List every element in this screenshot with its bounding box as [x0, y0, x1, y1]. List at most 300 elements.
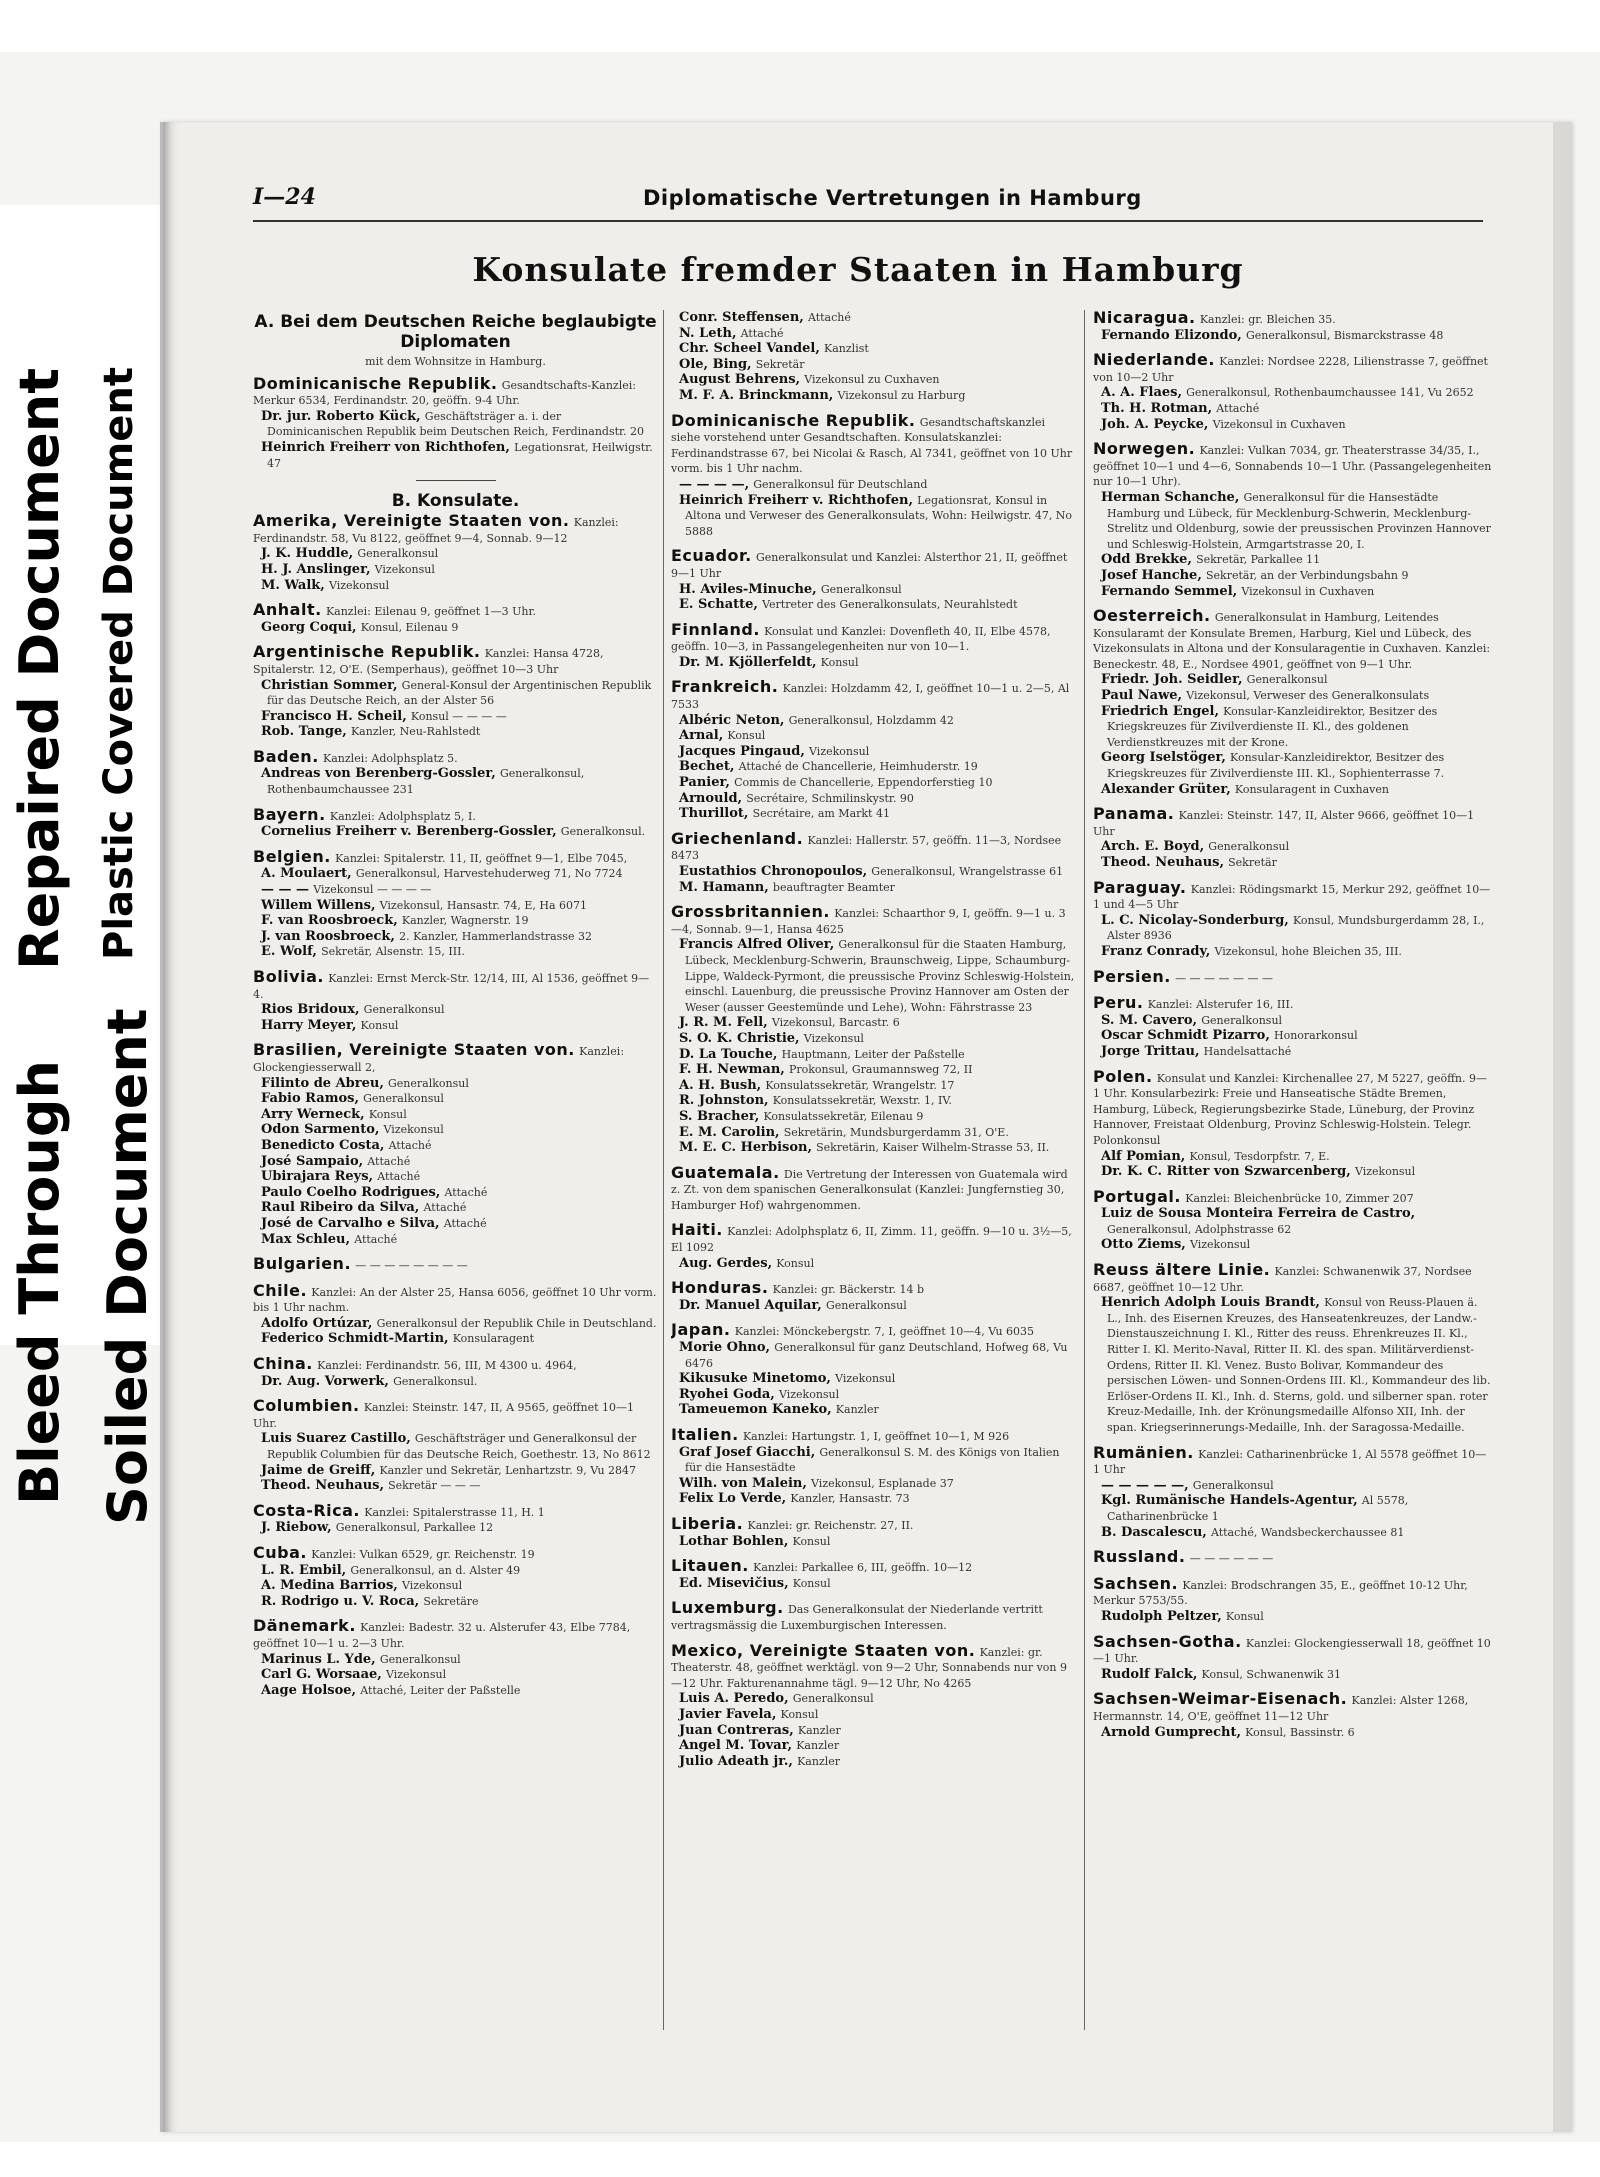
- country-name: Bolivia.: [253, 967, 324, 986]
- person-name: Ed. Misevičius,: [679, 1575, 789, 1591]
- chancery-details: Kanzlei: Spitalerstrasse 11, H. 1: [364, 1505, 545, 1519]
- personnel-entry: [1093, 855, 1493, 871]
- country-name: Costa-Rica.: [253, 1500, 361, 1520]
- person-role: Generalkonsul, Holzdamm 42: [788, 713, 954, 727]
- person-role: Legationsrat, Konsul in Altona und Verweser des Generalkonsulats, Wohn: Heilwigstr. 47, No 5888: [685, 493, 1073, 538]
- entry-header: [1093, 995, 1493, 1013]
- country-entry: [671, 410, 1076, 540]
- entry-header: [671, 1600, 1076, 1633]
- person-role: Generalkonsul, Adolphstrasse 62: [1107, 1222, 1292, 1236]
- person-role: Geschäftsträger und Generalkonsul der Republik Columbien für das Deutsche Reich, Goethestr. 13, No 8612: [267, 1432, 651, 1462]
- country-entry: [1093, 995, 1493, 1059]
- chancery-details: Generalkonsulat und Kanzlei: Alsterthor 21, II, geöffnet 9—1 Uhr: [671, 551, 1068, 580]
- chancery-details: Konsulat und Kanzlei: Dovenfleth 40, II, Elbe 4578, geöffn. 10—3, in Passangelegenheiten nur von 10—1.: [671, 624, 1051, 654]
- country-entry: [253, 1545, 658, 1609]
- personnel-entry: [671, 1015, 1076, 1031]
- personnel-entry: [253, 1185, 658, 1201]
- chancery-details: Kanzlei: Alsterufer 16, III.: [1147, 998, 1294, 1012]
- personnel-entry: [253, 440, 658, 471]
- column-3: [1093, 310, 1493, 1749]
- personnel-entry: [1093, 401, 1493, 417]
- repaired-document-stamp: Repaired Document: [8, 367, 71, 970]
- person-name: Kgl. Rumänische Handels-Agentur,: [1101, 1493, 1358, 1509]
- person-name: H. Aviles-Minuche,: [679, 581, 817, 597]
- section-a-heading: A. Bei dem Deutschen Reiche beglaubigte Diplomaten: [254, 312, 657, 352]
- person-name: J. K. Huddle,: [261, 546, 354, 562]
- personnel-entry: [253, 1232, 658, 1248]
- person-name: Theod. Neuhaus,: [261, 1478, 384, 1494]
- person-role: Vizekonsul, hohe Bleichen 35, III.: [1214, 944, 1402, 958]
- person-role: Attaché: [444, 1185, 488, 1199]
- personnel-entry: [253, 1169, 658, 1185]
- chancery-details: Kanzlei: Nordsee 2228, Lilienstrasse 7, geöffnet von 10—2 Uhr: [1093, 355, 1488, 384]
- entry-header: [253, 1618, 658, 1651]
- entry-header: [253, 969, 658, 1002]
- country-name: Honduras.: [671, 1278, 769, 1298]
- personnel-entry: [253, 1563, 658, 1579]
- personnel-entry: [253, 1652, 658, 1668]
- person-name: Georg Iselstöger,: [1101, 750, 1226, 766]
- country-entry: [671, 1427, 1076, 1507]
- personnel-entry: [253, 1107, 658, 1123]
- person-role: Vizekonsul in Cuxhaven: [1212, 417, 1346, 431]
- entry-header: [671, 1322, 1076, 1340]
- country-name: China.: [253, 1354, 313, 1374]
- country-entry: [1093, 877, 1493, 960]
- personnel-entry: [1093, 688, 1493, 704]
- personnel-entry: [253, 1578, 658, 1594]
- chancery-details: Gesandtschafts-Kanzlei: Merkur 6534, Ferdinandstr. 20, geöffn. 9-4 Uhr.: [253, 378, 636, 408]
- country-entry: [253, 969, 658, 1033]
- person-name: E. Schatte,: [679, 597, 758, 613]
- personnel-entry: [1093, 1237, 1493, 1253]
- person-role: Attaché: [367, 1154, 411, 1168]
- person-name: Francisco H. Scheil,: [261, 708, 407, 724]
- chancery-details: Kanzlei: Ferdinandstr. 58, Vu 8122, geöffnet 9—4, Sonnab. 9—12: [253, 516, 619, 545]
- personnel-entry: [671, 493, 1076, 540]
- person-name: Henrich Adolph Louis Brandt,: [1101, 1295, 1320, 1311]
- person-name: Kikusuke Minetomo,: [679, 1371, 831, 1387]
- person-role: Konsul, Mundsburgerdamm 28, I., Alster 8936: [1107, 913, 1485, 943]
- entry-header: [671, 1427, 1076, 1445]
- person-name: Francis Alfred Oliver,: [679, 937, 835, 953]
- person-role: Konsularagent in Cuxhaven: [1234, 782, 1389, 796]
- person-role: Generalkonsul.: [560, 825, 646, 839]
- person-name: Luis A. Peredo,: [679, 1691, 789, 1707]
- personnel-entry: [671, 1256, 1076, 1272]
- person-role: Konsul von Reuss-Plauen ä. L., Inh. des Eisernen Kreuzes, des Hanseatenkreuzes, der Landw.-Dienstauszeichnung I. Kl., Ritter des reuss. Ehrenkreuzes II. Kl., Ritter I. Kl. Merito-Naval, Ritter II. Kl. des span. Militärverdienst-Ordens, Ritter II. Kl. Venez. Busto Bolivar, Kommandeur des persischen Löwen- und Sonnen-Ordens III. Kl., Kommandeur des lib. Erlöser-Ordens II. Kl., Inh. d. Sterns, gold. und silberner span. roter Kreuz-Medaille, Inh. der Krönungsmedaille Alfonso XII, Inh. der span. Kriegserinnerungs-Medaille, Inh. der Saragossa-Medaille.: [1107, 1296, 1491, 1434]
- country-entry: [253, 1256, 658, 1274]
- person-name: Fernando Elizondo,: [1101, 327, 1242, 343]
- person-name: August Behrens,: [679, 372, 801, 388]
- person-name: F. H. Newman,: [679, 1062, 785, 1078]
- personnel-entry: [253, 866, 658, 882]
- country-name: Reuss ältere Linie.: [1093, 1260, 1271, 1280]
- country-name: Cuba.: [253, 1543, 307, 1562]
- person-role: Attaché, Wandsbeckerchaussee 81: [1210, 1525, 1405, 1539]
- person-name: M. Hamann,: [679, 879, 769, 895]
- personnel-entry: [671, 713, 1076, 729]
- person-role: Konsul: [792, 1576, 831, 1590]
- section-b-heading: B. Konsulate.: [391, 491, 520, 512]
- country-entry: [671, 904, 1076, 1156]
- personnel-entry: [671, 864, 1076, 880]
- personnel-entry: [671, 326, 1076, 342]
- country-entry: [1093, 1262, 1493, 1436]
- country-entry: [1093, 1186, 1493, 1253]
- personnel-entry: [671, 1707, 1076, 1723]
- personnel-entry: [253, 1138, 658, 1154]
- person-name: Odon Sarmento,: [261, 1122, 380, 1138]
- personnel-entry: [671, 341, 1076, 357]
- personnel-entry: [671, 1754, 1076, 1770]
- person-name: Aage Holsoe,: [261, 1682, 357, 1698]
- country-entry: [1093, 608, 1493, 797]
- person-role: Generalkonsul: [363, 1003, 445, 1017]
- personnel-entry: [671, 477, 1076, 493]
- person-name: A. A. Flaes,: [1101, 385, 1182, 401]
- person-role: Vizekonsul: [835, 1372, 896, 1386]
- person-name: F. van Roosbroeck,: [261, 913, 398, 929]
- personnel-entry: [253, 562, 658, 578]
- personnel-entry: [671, 1125, 1076, 1141]
- person-name: Aug. Gerdes,: [679, 1255, 773, 1271]
- person-name: M. F. A. Brinckmann,: [679, 387, 834, 403]
- person-name: Ryohei Goda,: [679, 1386, 775, 1402]
- person-role: Attaché: [807, 311, 851, 324]
- chancery-details: — — — — — — — —: [355, 1259, 468, 1273]
- entry-header: [253, 846, 658, 867]
- entry-header: [671, 410, 1076, 477]
- personnel-entry: [671, 1340, 1076, 1371]
- personnel-entry: [253, 882, 658, 898]
- soiled-document-stamp: Soiled Document: [96, 1008, 159, 1525]
- person-name: Benedicto Costa,: [261, 1137, 385, 1153]
- page-number: I—24: [253, 184, 316, 210]
- entry-header: [253, 373, 658, 409]
- personnel-entry: [671, 1109, 1076, 1125]
- country-entry: [671, 1600, 1076, 1633]
- personnel-entry: [253, 1520, 658, 1536]
- person-name: Jorge Trittau,: [1101, 1043, 1200, 1059]
- person-name: M. Walk,: [261, 577, 325, 593]
- entry-header: [1093, 1631, 1493, 1667]
- chancery-details: Gesandtschaftskanzlei siehe vorstehend unter Gesandtschaften. Konsulatskanzlei: Ferdinandstrasse 67, bei Nicolai & Rasch, Al 7341, geöffnet von 10 Uhr vorm. bis 1 Uhr nachm.: [671, 415, 1073, 476]
- country-entry: [671, 1280, 1076, 1313]
- person-role: Sekretär, an der Verbindungsbahn 9: [1206, 568, 1409, 582]
- person-name: Juan Contreras,: [679, 1722, 794, 1738]
- chancery-details: Kanzlei: Holzdamm 42, I, geöffnet 10—1 u. 2—5, Al 7533: [671, 682, 1070, 712]
- entry-header: [253, 1545, 658, 1563]
- personnel-entry: [253, 709, 658, 725]
- chancery-details: — — — — — —: [1189, 1552, 1274, 1566]
- personnel-entry: [671, 1723, 1076, 1739]
- person-name: José de Carvalho e Silva,: [261, 1215, 440, 1231]
- person-name: R. Rodrigo u. V. Roca,: [261, 1593, 420, 1609]
- country-name: Panama.: [1093, 804, 1175, 824]
- chancery-details: — — — — — — —: [1175, 971, 1274, 985]
- page-header: [253, 182, 1483, 222]
- personnel-entry: [253, 724, 658, 740]
- personnel-entry: [253, 620, 658, 636]
- entry-header: [1093, 966, 1493, 987]
- personnel-entry: [253, 1200, 658, 1216]
- person-role: Konsul, Tesdorpfstr. 7, E.: [1189, 1149, 1330, 1163]
- chancery-details: Kanzlei: Glockengiesserwall 18, geöffnet 10—1 Uhr.: [1093, 1636, 1491, 1666]
- person-role: Generalkonsul: [379, 1652, 461, 1666]
- entry-header: [253, 644, 658, 677]
- personnel-entry: [671, 791, 1076, 807]
- person-name: Heinrich Freiherr von Richthofen,: [261, 439, 510, 455]
- country-name: Brasilien, Vereinigte Staaten von.: [253, 1040, 575, 1060]
- person-name: Paulo Coelho Rodrigues,: [261, 1184, 441, 1200]
- country-name: Dänemark.: [253, 1616, 356, 1636]
- personnel-entry: [671, 728, 1076, 744]
- person-role: Attaché: [354, 1232, 398, 1246]
- chancery-details: Kanzlei: Rödingsmarkt 15, Merkur 292, geöffnet 10—1 und 4—5 Uhr: [1093, 882, 1491, 912]
- person-role: Vizekonsul — — — —: [313, 883, 432, 897]
- person-name: Friedr. Joh. Seidler,: [1101, 672, 1243, 688]
- entry-header: [1093, 310, 1493, 328]
- personnel-entry: [671, 744, 1076, 760]
- entry-header: [253, 804, 658, 825]
- entry-header: [1093, 877, 1493, 913]
- person-role: Commis de Chancellerie, Eppendorferstieg 10: [734, 776, 993, 790]
- chancery-details: Kanzlei: Steinstr. 147, II, A 9565, geöffnet 10—1 Uhr.: [253, 1401, 634, 1430]
- entry-header: [1093, 1066, 1493, 1149]
- personnel-entry: [671, 1387, 1076, 1403]
- person-name: Panier,: [679, 775, 730, 791]
- person-role: Generalkonsul für ganz Deutschland, Hofweg 68, Vu 6476: [685, 1341, 1068, 1370]
- personnel-entry: [1093, 1044, 1493, 1060]
- person-name: Willem Willens,: [261, 897, 376, 913]
- person-role: Vizekonsul: [385, 1668, 447, 1682]
- column-divider: [663, 310, 664, 2030]
- personnel-entry: [1093, 1667, 1493, 1683]
- country-name: Russland.: [1093, 1547, 1186, 1567]
- country-entry: [253, 746, 658, 798]
- running-title: Diplomatische Vertretungen in Hamburg: [643, 186, 1142, 210]
- entry-header: [671, 679, 1076, 712]
- person-name: Thurillot,: [679, 806, 749, 822]
- chancery-details: Kanzlei: Adolphsplatz 5, I.: [329, 809, 476, 823]
- person-name: Joh. A. Peycke,: [1101, 416, 1209, 432]
- country-name: Peru.: [1093, 993, 1144, 1013]
- person-role: Generalkonsul für die Staaten Hamburg, Lübeck, Mecklenburg-Schwerin, Braunschweig, Lippe, Schaumburg-Lippe, Waldeck-Pyrmont, die preussische Provinz Schleswig-Holstein, einschl. Lauenburg, die preussische Provinz Hannover am Osten der Weser (ausser Geestemünde und Lehe), Wohn: Fährstrasse 23: [685, 938, 1075, 1014]
- person-role: Vizekonsul zu Cuxhaven: [804, 373, 940, 387]
- person-role: Generalkonsul, Rothenbaumchaussee 231: [267, 767, 585, 797]
- personnel-entry: [253, 546, 658, 562]
- person-role: Attaché: [443, 1216, 487, 1230]
- entry-header: [671, 904, 1076, 937]
- person-name: Carl G. Worsaae,: [261, 1667, 382, 1683]
- country-entry: [671, 1640, 1076, 1770]
- personnel-entry: [1093, 417, 1493, 433]
- person-role: Generalkonsul für Deutschland: [753, 477, 928, 491]
- chancery-details: Das Generalkonsulat der Niederlande vertritt vertragsmässig die Luxemburgischen Interessen.: [671, 1603, 1043, 1632]
- person-name: J. van Roosbroeck,: [261, 928, 395, 944]
- personnel-entry: [1093, 1028, 1493, 1044]
- person-name: Marinus L. Yde,: [261, 1651, 376, 1667]
- personnel-entry: [1093, 1725, 1493, 1741]
- personnel-entry: [671, 372, 1076, 388]
- personnel-entry: [253, 1122, 658, 1138]
- person-name: Otto Ziems,: [1101, 1237, 1186, 1253]
- person-role: Generalkonsul: [792, 1692, 874, 1706]
- country-name: Sachsen-Gotha.: [1093, 1631, 1242, 1651]
- person-role: Handelsattaché: [1203, 1044, 1292, 1058]
- country-name: Sachsen.: [1093, 1573, 1179, 1593]
- country-entry: [1093, 1066, 1493, 1180]
- person-role: Generalkonsul, Wrangelstrasse 61: [871, 865, 1064, 878]
- personnel-entry: [253, 1667, 658, 1683]
- entry-header: [671, 1162, 1076, 1214]
- country-entry: [253, 804, 658, 840]
- person-role: Sekretär: [755, 357, 805, 371]
- person-role: Generalkonsul S. M. des Königs von Italien für die Hansestädte: [685, 1445, 1060, 1475]
- person-role: Vizekonsul: [778, 1387, 840, 1401]
- person-role: Konsul — — — —: [410, 709, 507, 723]
- person-name: Wilh. von Malein,: [679, 1475, 807, 1491]
- person-name: Bechet,: [679, 759, 735, 775]
- personnel-entry: [253, 1216, 658, 1232]
- personnel-entry: [671, 759, 1076, 775]
- chancery-details: Kanzlei: Parkallee 6, III, geöffn. 10—12: [753, 1561, 973, 1575]
- country-entry: [1093, 966, 1493, 987]
- entry-header: [1093, 1573, 1493, 1609]
- person-name: Dr. K. C. Ritter von Szwarcenberg,: [1101, 1164, 1351, 1180]
- person-role: Sekretärin, Mundsburgerdamm 31, O'E.: [783, 1125, 1009, 1139]
- person-name: Th. H. Rotman,: [1101, 400, 1213, 416]
- personnel-entry: [671, 806, 1076, 822]
- personnel-entry: [253, 1076, 658, 1092]
- person-role: Generalkonsul: [363, 1092, 444, 1106]
- person-role: Generalkonsul, Harvestehuderweg 71, No 7724: [355, 867, 623, 881]
- person-name: Eustathios Chronopoulos,: [679, 864, 868, 879]
- personnel-entry: [1093, 672, 1493, 688]
- person-name: José Sampaio,: [261, 1153, 364, 1169]
- person-role: Konsular-Kanzleidirektor, Besitzer des Kriegskreuzes für Zivilverdienste III. Kl., Sophienterrasse 7.: [1107, 751, 1445, 781]
- person-role: Konsul: [792, 1534, 831, 1548]
- entry-header: [253, 1280, 658, 1316]
- country-entry: [1093, 1631, 1493, 1683]
- personnel-entry: [253, 1331, 658, 1347]
- person-name: Christian Sommer,: [261, 677, 398, 693]
- person-role: Konsul: [780, 1707, 819, 1721]
- country-name: Sachsen-Weimar-Eisenach.: [1093, 1689, 1348, 1709]
- personnel-entry: [1093, 1609, 1493, 1625]
- entry-header: [671, 1222, 1076, 1255]
- country-entry: [253, 1280, 658, 1347]
- person-role: Generalkonsul: [820, 582, 902, 596]
- country-name: Guatemala.: [671, 1162, 780, 1182]
- country-name: Luxemburg.: [671, 1598, 784, 1618]
- entry-header: [253, 1500, 658, 1521]
- person-name: Andreas von Berenberg-Gossler,: [261, 766, 496, 782]
- person-name: Josef Hanche,: [1101, 567, 1202, 583]
- person-role: Attaché de Chancellerie, Heimhuderstr. 19: [738, 760, 978, 774]
- chancery-details: Kanzlei: Spitalerstr. 11, II, geöffnet 9—1, Elbe 7045,: [335, 851, 628, 865]
- person-role: Vizekonsul: [1189, 1238, 1251, 1252]
- person-role: Vizekonsul: [374, 562, 435, 576]
- personnel-entry: [671, 1371, 1076, 1387]
- person-role: Kanzler, Hansastr. 73: [790, 1492, 910, 1506]
- personnel-entry: [1093, 490, 1493, 552]
- person-name: Luiz de Sousa Monteira Ferreira de Castro,: [1101, 1206, 1416, 1222]
- personnel-entry: [1093, 704, 1493, 751]
- person-role: Sekretär, Parkallee 11: [1196, 553, 1321, 567]
- person-name: S. M. Cavero,: [1101, 1012, 1198, 1028]
- person-name: Rios Bridoux,: [261, 1002, 360, 1018]
- person-name: H. J. Anslinger,: [261, 561, 371, 577]
- person-name: Harry Meyer,: [261, 1017, 357, 1033]
- person-name: Julio Adeath jr.,: [679, 1753, 793, 1769]
- personnel-entry: [671, 310, 1076, 326]
- chancery-details: Die Vertretung der Interessen von Guatemala wird z. Zt. von dem spanischen Generalkonsulat (Kanzlei: Jungfernstieg 30, Hamburger Hof) wahrgenommen.: [671, 1167, 1068, 1212]
- column-1: [253, 310, 658, 1707]
- country-name: Litauen.: [671, 1556, 749, 1576]
- country-entry: [671, 1222, 1076, 1271]
- person-role: Generalkonsul.: [393, 1374, 478, 1388]
- person-name: — — — — —,: [1101, 1477, 1189, 1493]
- person-role: Generalkonsul für die Hansestädte Hamburg und Lübeck, für Mecklenburg-Schwerin, Mecklenburg-Strelitz und Oldenburg, sowie der preussischen Provinzen Hannover und Schleswig-Holstein, Armgartstrasse 20, I.: [1107, 490, 1491, 551]
- country-name: Haiti.: [671, 1220, 723, 1240]
- person-role: Kanzlist: [824, 342, 869, 356]
- person-role: Attaché: [377, 1170, 421, 1184]
- section-a-subheading: mit dem Wohnsitze in Hamburg.: [365, 355, 546, 368]
- person-role: Kanzler: [835, 1403, 879, 1417]
- person-name: Arnold Gumprecht,: [1101, 1724, 1242, 1740]
- country-entry: [1093, 1573, 1493, 1625]
- personnel-entry: [671, 582, 1076, 598]
- person-name: Dr. jur. Roberto Kück,: [261, 408, 421, 424]
- person-role: beauftragter Beamter: [772, 880, 895, 894]
- person-name: J. R. M. Fell,: [679, 1015, 768, 1031]
- person-role: Sekretär: [1228, 856, 1277, 869]
- personnel-entry: [671, 1491, 1076, 1507]
- personnel-entry: [671, 655, 1076, 671]
- person-name: Odd Brekke,: [1101, 552, 1192, 568]
- person-role: Konsulatssekretär, Wrangelstr. 17: [765, 1078, 955, 1092]
- chancery-details: Kanzlei: gr. Bäckerstr. 14 b: [772, 1283, 925, 1297]
- entry-header: [671, 1640, 1076, 1692]
- person-role: Secrétaire, am Markt 41: [752, 807, 890, 821]
- personnel-entry: [671, 880, 1076, 896]
- person-role: Vizekonsul, Verweser des Generalkonsulats: [1186, 689, 1430, 703]
- personnel-entry: [1093, 782, 1493, 798]
- personnel-entry: [1093, 1206, 1493, 1237]
- person-role: Kanzler: [797, 1754, 841, 1768]
- person-role: Attaché: [1216, 401, 1260, 415]
- person-role: Vertreter des Generalkonsulats, Neurahlstedt: [762, 598, 1018, 612]
- person-role: Vizekonsul, Hansastr. 74, E, Ha 6071: [379, 898, 588, 912]
- person-role: Vizekonsul in Cuxhaven: [1241, 584, 1375, 598]
- country-entry: [671, 1558, 1076, 1591]
- country-entry: [671, 828, 1076, 895]
- personnel-entry: [253, 1002, 658, 1018]
- country-entry: [1093, 1549, 1493, 1567]
- person-name: A. Medina Barrios,: [261, 1578, 398, 1594]
- personnel-entry: [1093, 568, 1493, 584]
- person-name: B. Dascalescu,: [1101, 1524, 1207, 1540]
- person-name: Theod. Neuhaus,: [1101, 855, 1224, 870]
- person-role: Konsul: [368, 1107, 407, 1121]
- person-name: N. Leth,: [679, 325, 737, 341]
- person-name: Jaime de Greiff,: [261, 1462, 376, 1478]
- country-entry: [1093, 352, 1493, 432]
- entry-header: [671, 1558, 1076, 1576]
- personnel-entry: [671, 1476, 1076, 1492]
